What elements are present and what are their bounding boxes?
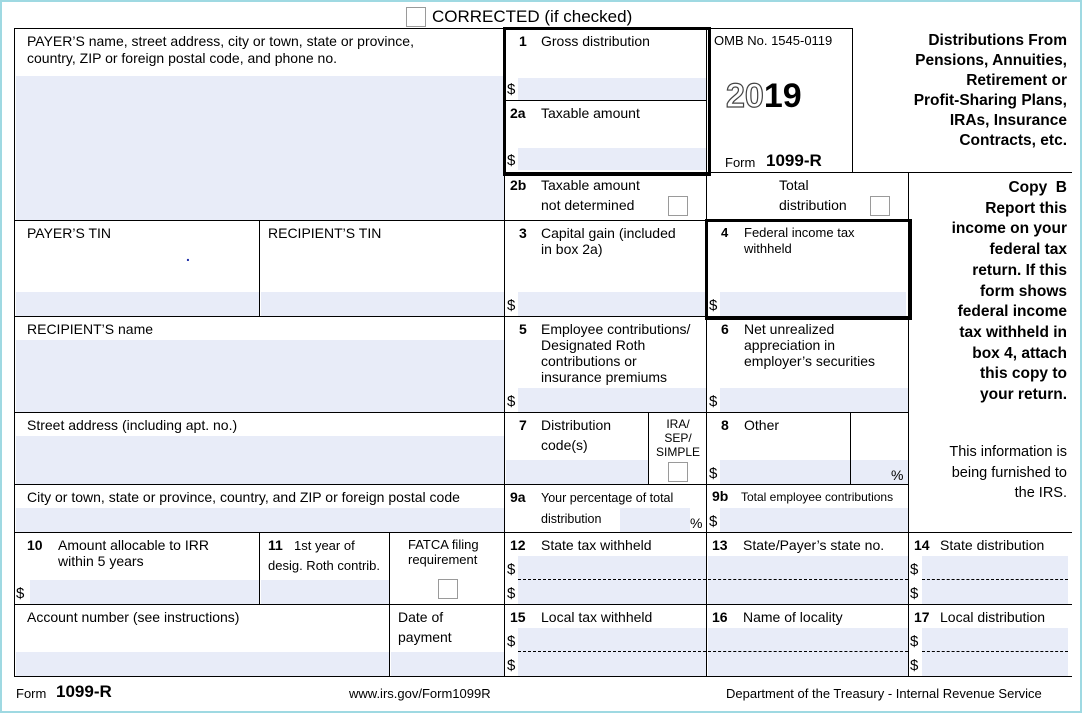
box10-label-line2: within 5 years xyxy=(58,553,144,569)
box1-dollar: $ xyxy=(507,81,516,98)
box10-label-line1: Amount allocable to IRR xyxy=(58,537,209,553)
ira-line: IRA/ xyxy=(666,417,690,431)
box17-number: 17 xyxy=(914,609,930,625)
box14-number: 14 xyxy=(914,537,930,553)
copy-line: box 4, attach xyxy=(972,344,1067,362)
title-line: Distributions From xyxy=(928,32,1067,49)
fatca-label-line1: FATCA filing xyxy=(408,537,479,552)
box5-label: insurance premiums xyxy=(541,369,668,385)
box9a-number: 9a xyxy=(510,489,526,505)
box6-number: 6 xyxy=(721,321,729,337)
box6-input[interactable] xyxy=(720,388,908,412)
copy-line: income on your xyxy=(951,220,1067,238)
info-line: the IRS. xyxy=(1014,485,1067,501)
payer-label-line2: country, ZIP or foreign postal code, and phone no. xyxy=(27,50,338,66)
box7-label-line1: Distribution xyxy=(541,417,612,433)
box4-number: 4 xyxy=(721,225,729,240)
form-name: 1099-R xyxy=(766,151,822,170)
box1-number: 1 xyxy=(519,33,527,49)
box8-label: Other xyxy=(744,417,780,433)
omb-number: OMB No. 1545-0119 xyxy=(714,33,833,48)
box4-label-line1: Federal income tax xyxy=(744,225,855,240)
account-number-input[interactable] xyxy=(16,652,389,676)
box6-label: Net unrealized xyxy=(744,321,835,337)
box14-input[interactable] xyxy=(922,556,1068,604)
box3-input[interactable] xyxy=(518,292,706,316)
box8-input[interactable] xyxy=(720,460,908,484)
box9a-label-line1: Your percentage of total xyxy=(541,491,674,505)
box12-dollar-2: $ xyxy=(507,585,516,602)
copy-title: Copy B xyxy=(1008,179,1067,196)
box3-label-line1: Capital gain (included xyxy=(541,225,676,241)
box9b-number: 9b xyxy=(712,488,729,504)
info-line: being furnished to xyxy=(951,464,1067,481)
copy-line: tax withheld in xyxy=(959,323,1067,341)
box4-dollar: $ xyxy=(709,297,718,314)
box3-dollar: $ xyxy=(507,297,516,314)
box8-number: 8 xyxy=(721,417,729,433)
corrected-label: CORRECTED (if checked) xyxy=(432,7,633,26)
tax-year-outline: 20 xyxy=(726,77,764,115)
title-line: Profit-Sharing Plans, xyxy=(913,92,1067,109)
box8-percent: % xyxy=(891,467,904,483)
date-payment-input[interactable] xyxy=(391,652,504,676)
box16-number: 16 xyxy=(712,609,728,625)
total-distribution-line2: distribution xyxy=(779,197,847,213)
box17-dollar-2: $ xyxy=(910,657,919,674)
recipient-tin-input[interactable] xyxy=(261,292,504,316)
box3-number: 3 xyxy=(519,225,527,241)
ira-sep-simple-label xyxy=(649,417,707,459)
box12-dollar-1: $ xyxy=(507,561,516,578)
box2b-label-line1: Taxable amount xyxy=(541,177,640,193)
copy-b-section xyxy=(912,178,1067,406)
ira-line: SEP/ xyxy=(664,431,692,445)
box9a-label-line2: distribution xyxy=(541,512,602,526)
box7-number: 7 xyxy=(519,417,527,433)
street-address-input[interactable] xyxy=(16,436,504,484)
box9a-input[interactable] xyxy=(620,508,690,532)
total-distribution-line1: Total xyxy=(779,177,809,193)
box8-dollar: $ xyxy=(709,465,718,482)
ira-sep-simple-checkbox[interactable] xyxy=(668,462,688,482)
title-line: Retirement or xyxy=(966,72,1067,89)
total-distribution-checkbox[interactable] xyxy=(870,196,890,216)
box17-label: Local distribution xyxy=(940,609,1046,625)
box1-2a-highlight xyxy=(503,27,711,176)
box11-label-line1: 1st year of xyxy=(294,538,355,553)
copy-line: form shows xyxy=(980,282,1067,300)
box5-label: Employee contributions/ xyxy=(541,321,691,337)
box9a-percent: % xyxy=(690,515,703,531)
payer-tin-label: PAYER’S TIN xyxy=(27,225,112,241)
box7-input[interactable] xyxy=(506,460,648,484)
box13-number: 13 xyxy=(712,537,728,553)
box5-dollar: $ xyxy=(507,393,516,410)
footer-form-prefix: Form xyxy=(16,686,47,701)
info-line: This information is xyxy=(949,444,1067,460)
box5-number: 5 xyxy=(519,321,527,337)
copy-line: federal income xyxy=(957,303,1067,321)
box11-number: 11 xyxy=(268,537,283,553)
copy-line: return. If this xyxy=(972,261,1067,279)
box6-label: appreciation in xyxy=(744,337,836,353)
box10-number: 10 xyxy=(27,537,43,553)
box13-label: State/Payer’s state no. xyxy=(743,537,885,553)
box16-label: Name of locality xyxy=(743,609,843,625)
box16-input[interactable] xyxy=(708,628,908,676)
box12-number: 12 xyxy=(510,537,526,553)
box2b-not-determined-checkbox[interactable] xyxy=(668,196,688,216)
box14-label: State distribution xyxy=(940,537,1045,553)
account-number-label: Account number (see instructions) xyxy=(27,609,240,625)
box9b-input[interactable] xyxy=(720,508,908,532)
payer-label-line1: PAYER’S name, street address, city or town, state or province, xyxy=(27,33,414,49)
street-address-label: Street address (including apt. no.) xyxy=(27,417,238,433)
box1-label: Gross distribution xyxy=(541,33,650,49)
box7-label-line2: code(s) xyxy=(541,437,588,453)
city-input[interactable] xyxy=(16,508,504,532)
box4-label-line2: withheld xyxy=(744,241,792,256)
copy-line: this copy to xyxy=(980,365,1067,383)
copy-line: federal tax xyxy=(989,241,1067,259)
box2b-label-line2: not determined xyxy=(541,197,635,213)
form-prefix: Form xyxy=(725,155,756,170)
tax-year-bold: 19 xyxy=(763,77,802,115)
corrected-checkbox[interactable] xyxy=(406,7,426,27)
box2b-number: 2b xyxy=(510,177,527,193)
copy-line: your return. xyxy=(980,386,1067,404)
copy-line: Report this xyxy=(985,199,1067,217)
title-line: Contracts, etc. xyxy=(959,132,1067,149)
box11-label-line2: desig. Roth contrib. xyxy=(268,558,381,573)
box2a-number: 2a xyxy=(510,105,526,121)
footer-url[interactable]: www.irs.gov/Form1099R xyxy=(349,686,491,701)
box15-number: 15 xyxy=(510,609,526,625)
box6-dollar: $ xyxy=(709,393,718,410)
box11-input[interactable] xyxy=(261,580,389,604)
box12-label: State tax withheld xyxy=(541,537,652,553)
city-label: City or town, state or province, country, and ZIP or foreign postal code xyxy=(27,489,460,505)
date-payment-line2: payment xyxy=(398,629,452,645)
box2a-dollar: $ xyxy=(507,152,516,169)
recipient-tin-label: RECIPIENT’S TIN xyxy=(268,225,382,241)
box17-dollar-1: $ xyxy=(910,633,919,650)
box9b-label: Total employee contributions xyxy=(741,490,894,504)
box15-label: Local tax withheld xyxy=(541,609,653,625)
footer-form-name: 1099-R xyxy=(56,682,112,701)
box15-input[interactable] xyxy=(518,628,706,676)
fatca-checkbox[interactable] xyxy=(438,579,458,599)
box17-input[interactable] xyxy=(922,628,1068,676)
box10-dollar: $ xyxy=(16,585,25,602)
payer-tin-input[interactable] xyxy=(16,292,259,316)
box14-dollar-1: $ xyxy=(910,561,919,578)
recipient-name-input[interactable] xyxy=(16,340,504,412)
title-line: IRAs, Insurance xyxy=(949,112,1067,129)
box3-label-line2: in box 2a) xyxy=(541,241,603,257)
box15-dollar-2: $ xyxy=(507,657,516,674)
box5-label: contributions or xyxy=(541,353,637,369)
payer-info-input[interactable] xyxy=(16,76,504,220)
box2a-label: Taxable amount xyxy=(541,105,640,121)
box10-input[interactable] xyxy=(30,580,259,604)
tax-year xyxy=(726,78,802,114)
recipient-name-label: RECIPIENT’S name xyxy=(27,321,154,337)
info-notice xyxy=(912,442,1067,504)
box5-input[interactable] xyxy=(518,388,706,412)
fatca-label-line2: requirement xyxy=(408,552,478,567)
form-title xyxy=(858,31,1067,151)
box13-input[interactable] xyxy=(708,556,908,604)
box15-dollar-1: $ xyxy=(507,633,516,650)
box5-label: Designated Roth xyxy=(541,337,646,353)
payer-tin-dot: . xyxy=(186,248,190,264)
box14-dollar-2: $ xyxy=(910,585,919,602)
title-line: Pensions, Annuities, xyxy=(915,52,1067,69)
box6-label: employer’s securities xyxy=(744,353,875,369)
box9b-dollar: $ xyxy=(709,513,718,530)
box12-input[interactable] xyxy=(518,556,706,604)
date-payment-line1: Date of xyxy=(398,609,444,625)
footer-department: Department of the Treasury - Internal Revenue Service xyxy=(726,686,1042,701)
ira-line: SIMPLE xyxy=(655,445,700,459)
